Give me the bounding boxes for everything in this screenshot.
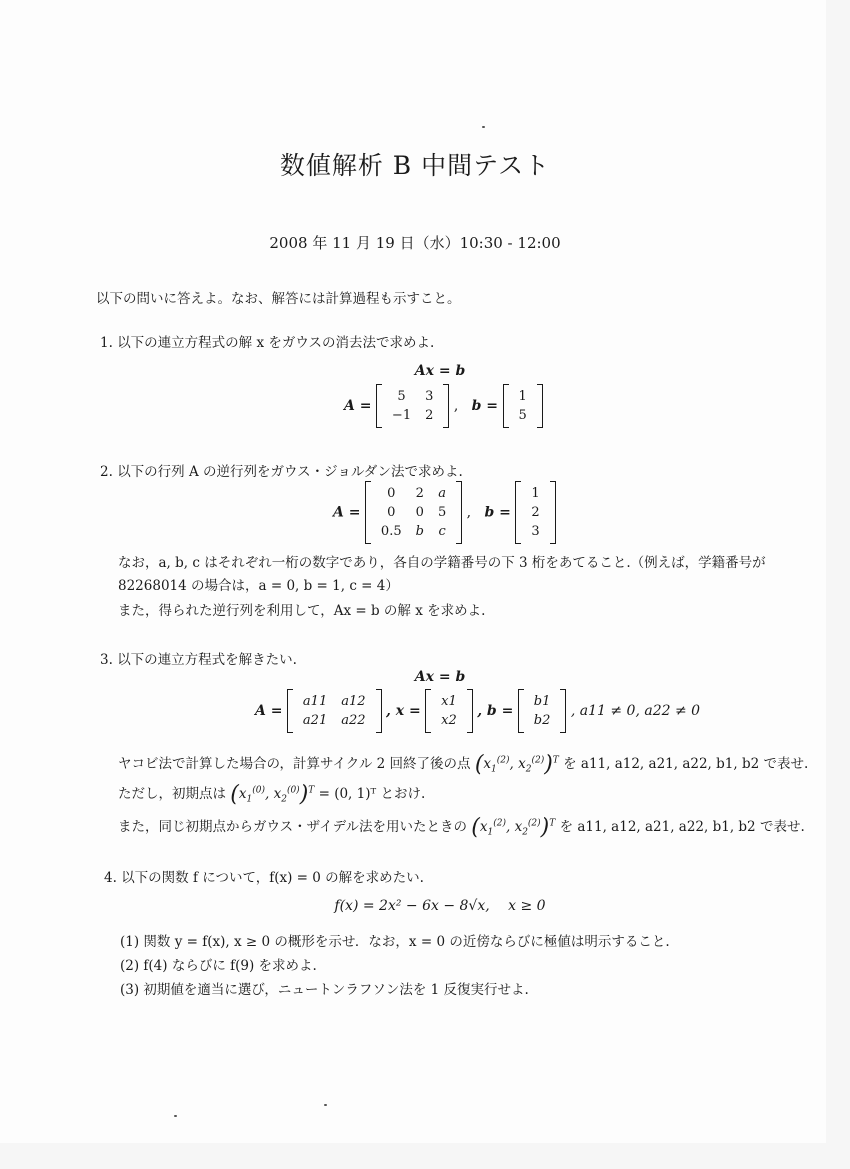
q2-number: 2. [100,464,113,480]
q2-A-cell: c [438,524,446,539]
q2-b-cell: 3 [531,524,540,539]
q2-A-cell: b [415,524,424,539]
q3-line-3-text: また，同じ初期点からガウス・ザイデル法を用いたときの [118,819,467,835]
scan-edge-bottom [0,1143,850,1169]
q2-b-cell: 2 [531,505,540,520]
q2-A-cell: a [438,486,446,501]
exam-date: 2008 年 11 月 19 日（水）10:30 - 12:00 [269,234,561,252]
q1-A-cell: 3 [425,389,434,404]
q3-number: 3. [100,652,113,668]
q1-A-cell: 2 [425,408,434,423]
q3-point-jacobi: ($x_1^{(2)}$, $x_2^{(2)})^T$ [474,752,559,777]
q1-text [100,331,434,351]
q2-A-cell: 2 [415,486,424,501]
scan-speck [174,1115,177,1117]
q2-b-label: b = [484,504,511,521]
q3-equation: Ax = b [414,669,466,685]
q4-statement: 以下の関数 f について，f(x) = 0 の解を求めたい. [121,870,424,886]
q3-line-2-tail: = (0, 1)ᵀ とおけ. [318,786,426,802]
q3-point-gauss-seidel: ($x_1^{(2)}$, $x_2^{(2)})^T$ [471,815,556,840]
q4-sub-3: (3) 初期値を適当に選び，ニュートンラフソン法を 1 反復実行せよ. [120,982,529,998]
q3-vector-b [518,689,567,733]
q1-b-cell: 1 [518,389,527,404]
q3-x-cell: x2 [441,713,457,728]
q3-A-cell: a12 [341,694,366,709]
q3-A-cell: a11 [302,694,328,709]
q3-line-1-tail: を a11, a12, a21, a22, b1, b2 で表せ. [563,756,809,772]
q3-A-label: A = [255,703,283,719]
q3-text [100,648,297,668]
q1-b-cell: 5 [518,408,527,423]
q3-matrix-A [287,689,382,733]
q3-line-2 [118,782,425,807]
q4-number: 4. [104,870,117,886]
q1-statement: 以下の連立方程式の解 x をガウスの消去法で求めよ. [117,335,435,351]
q3-b-cell: b2 [533,713,551,728]
q2-A-cell: 0 [415,505,424,520]
q1-A-cell: −1 [391,408,412,423]
instructions: 以下の問いに答えよ。なお、解答には計算過程も示すこと。 [96,291,461,307]
q2-matrices: A = 0 2 a 0 0 5 0.5 b c , b = 1 2 3 [333,481,556,544]
q4-function: f(x) = 2x² − 6x − 8√x, x ≥ 0 [334,898,546,914]
q3-A-cell: a22 [341,713,366,728]
q2-statement: 以下の行列 A の逆行列をガウス・ジョルダン法で求めよ. [117,464,463,480]
q2-matrix-A [365,481,462,544]
q2-vector-b [515,481,555,544]
q4-sub-1: (1) 関数 y = f(x), x ≥ 0 の概形を示せ．なお，x = 0 の近傍ならびに極値は明示すること. [120,934,670,950]
q3-vector-x [425,689,473,733]
scan-speck [482,126,485,128]
q2-A-label: A = [333,504,361,521]
q3-matrices [255,689,700,733]
q3-A-cell: a21 [302,713,328,728]
q1-A-cell: 5 [397,389,406,404]
q4-text [104,866,424,886]
q1-b-label: b = [471,398,499,414]
q3-line-1-text: ヤコビ法で計算した場合の，計算サイクル 2 回終了後の点 [118,756,471,772]
q3-x-label: , x = [385,703,421,719]
scan-speck [324,1104,327,1106]
q1-equation: Ax = b [414,363,466,379]
q1-matrix-A [376,384,449,428]
q2-text [100,460,463,480]
q2-A-cell: 0 [387,486,396,501]
q1-number: 1. [100,335,113,351]
q3-condition: , a11 ≠ 0, a22 ≠ 0 [570,703,701,719]
q2-note-2: 82268014 の場合は，a = 0, b = 1, c = 4） [118,578,399,594]
q3-line-3-tail: を a11, a12, a21, a22, b1, b2 で表せ. [559,819,805,835]
q2-note-3: また，得られた逆行列を利用して，Ax = b の解 x を求めよ. [118,603,486,619]
q2-A-cell: 0 [387,505,396,520]
q3-line-3 [118,815,805,840]
q2-A-cell: 5 [437,505,447,520]
q3-initial-point: ($x_1^{(0)}$, $x_2^{(0)})^T$ [230,782,315,807]
q2-A-cell: 0.5 [380,524,402,539]
q3-b-cell: b1 [533,694,551,709]
q1-vector-b [503,384,543,428]
q3-x-cell: x1 [441,694,457,709]
q3-b-label: , b = [477,703,514,719]
q3-line-1 [118,752,808,777]
q3-statement: 以下の連立方程式を解きたい. [117,652,297,668]
page-title: 数値解析 B 中間テスト [279,151,551,180]
q4-sub-2: (2) f(4) ならびに f(9) を求めよ. [120,958,317,974]
q2-note-1: なお，a, b, c はそれぞれ一桁の数字であり，各自の学籍番号の下 3 桁をあてること.（例えば，学籍番号が [118,555,766,571]
q1-A-label: A = [344,398,372,414]
q2-b-cell: 1 [531,486,540,501]
q3-line-2-text: ただし，初期点は [118,786,226,802]
q1-matrices: A = 5 3 −1 2 , b = 1 5 [344,384,543,428]
